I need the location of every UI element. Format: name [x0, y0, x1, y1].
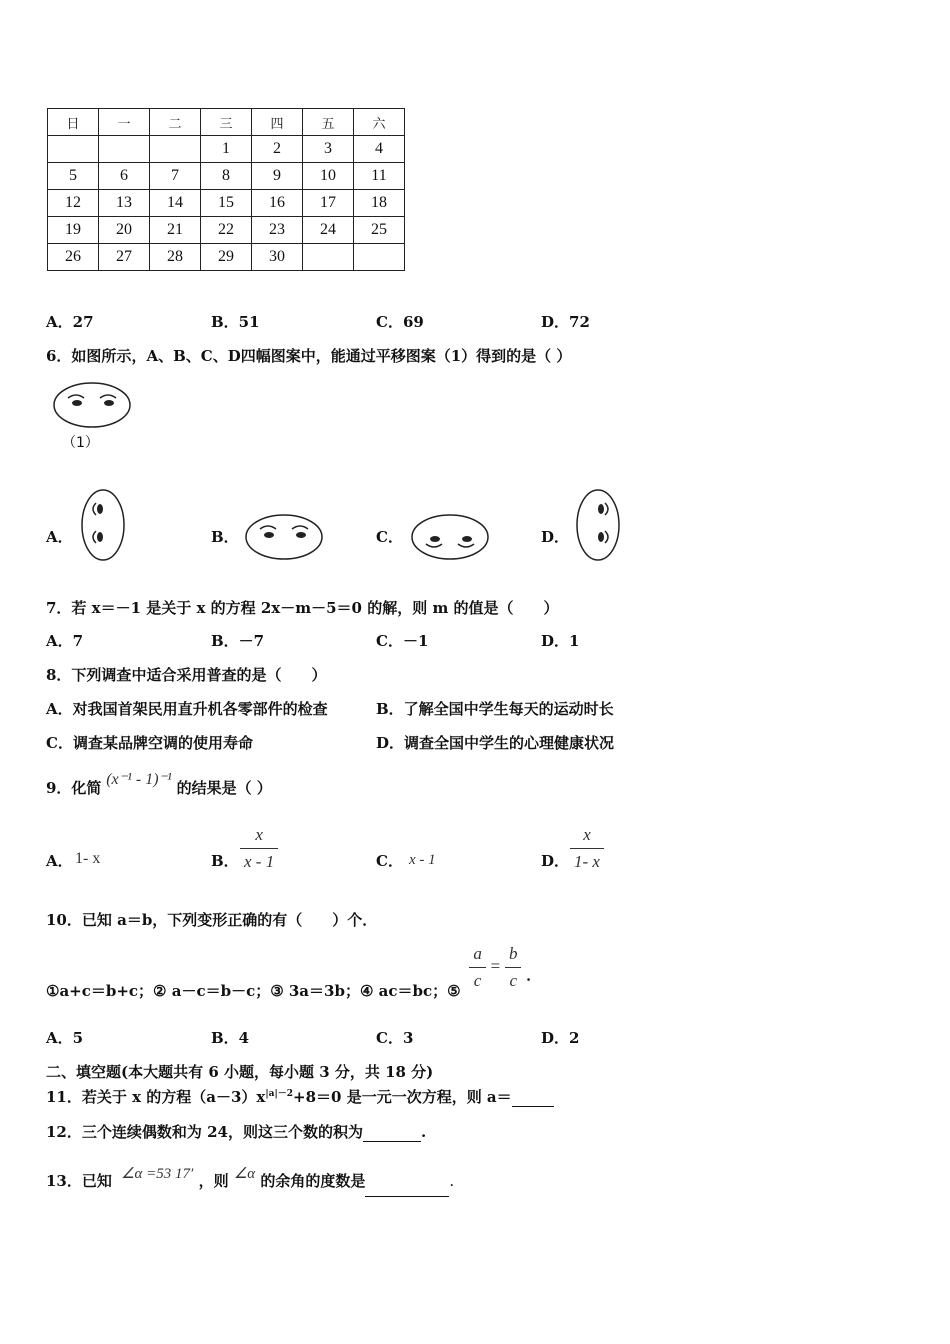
q10-equals: = — [490, 956, 501, 976]
q8-option-d: D．调查全国中学生的心理健康状况 — [376, 734, 615, 752]
q11-prefix: 11．若关于 x 的方程（a－3）x — [46, 1088, 266, 1106]
q13-suffix: 的余角的度数是 — [260, 1172, 366, 1190]
q12-end: . — [420, 1123, 427, 1141]
option-a-vertical-face-icon — [76, 487, 130, 563]
calendar-cell: 12 — [48, 190, 99, 217]
q8-option-b: B．了解全国中学生每天的运动时长 — [376, 700, 614, 718]
option-c-flipped-face-icon — [408, 512, 492, 562]
q11-question — [46, 1086, 554, 1107]
q9-option-d-den: 1- x — [574, 852, 600, 871]
calendar-cell: 19 — [48, 217, 99, 244]
calendar-cell: 16 — [252, 190, 303, 217]
calendar-row — [48, 163, 405, 190]
q9-option-c-label: C． — [376, 852, 403, 870]
q9-expression: (x⁻¹ - 1)⁻¹ — [106, 771, 172, 788]
q10-fraction-a — [469, 944, 486, 991]
q11-exponent: |a|－2 — [265, 1089, 294, 1099]
calendar-cell: 28 — [150, 244, 201, 271]
option-b-face-icon — [242, 512, 326, 562]
figure-1-face-icon — [50, 380, 134, 430]
calendar-header-cell: 日 — [48, 109, 99, 136]
q9-option-b-den: x - 1 — [244, 852, 275, 871]
calendar-cell: 1 — [201, 136, 252, 163]
q10-option-a: A．5 — [46, 1029, 84, 1047]
q10-option-d: D．2 — [541, 1029, 580, 1047]
q12-answer-blank[interactable] — [363, 1123, 421, 1142]
q13-angle-expression: ∠α =53 17′ — [121, 1166, 194, 1182]
calendar-cell: 9 — [252, 163, 303, 190]
q11-suffix: +8＝0 是一元一次方程，则 a＝ — [293, 1088, 512, 1106]
calendar-cell: 24 — [303, 217, 354, 244]
q6-stem: 6．如图所示，A、B、C、D四幅图案中，能通过平移图案（1）得到的是（ ） — [46, 347, 572, 365]
calendar-cell: 25 — [354, 217, 405, 244]
calendar-row — [48, 217, 405, 244]
q7-stem: 7．若 x＝－1 是关于 x 的方程 2x－m－5＝0 的解，则 m 的值是（ ） — [46, 599, 559, 617]
calendar-cell — [99, 136, 150, 163]
calendar-cell: 11 — [354, 163, 405, 190]
q10-option-b: B．4 — [211, 1029, 250, 1047]
q9-option-b-fraction — [240, 825, 278, 872]
calendar-row — [48, 190, 405, 217]
calendar-header-cell: 二 — [150, 109, 201, 136]
q5-option-a: A．27 — [46, 313, 94, 331]
calendar-cell: 14 — [150, 190, 201, 217]
calendar-cell: 7 — [150, 163, 201, 190]
calendar-header-cell: 三 — [201, 109, 252, 136]
calendar-cell: 10 — [303, 163, 354, 190]
calendar-cell — [150, 136, 201, 163]
calendar-cell: 22 — [201, 217, 252, 244]
section-2-heading: 二、填空题(本大题共有 6 小题，每小题 3 分，共 18 分) — [46, 1063, 434, 1081]
q12-question — [46, 1121, 426, 1142]
q10-fraction-b-den: c — [509, 971, 517, 990]
calendar-cell: 15 — [201, 190, 252, 217]
calendar-cell: 8 — [201, 163, 252, 190]
calendar-cell: 30 — [252, 244, 303, 271]
q10-stem: 10．已知 a＝b，下列变形正确的有（ ）个． — [46, 911, 378, 929]
q5-option-d: D．72 — [541, 313, 590, 331]
q11-answer-blank[interactable] — [512, 1088, 554, 1107]
calendar-cell: 17 — [303, 190, 354, 217]
calendar-cell: 20 — [99, 217, 150, 244]
q9-stem-suffix: 的结果是（ ） — [176, 779, 272, 797]
q7-option-d: D．1 — [541, 632, 580, 650]
q10-fraction-b-num: b — [505, 944, 522, 968]
option-d-vertical-face-icon — [571, 487, 625, 563]
calendar-cell — [48, 136, 99, 163]
q7-option-c: C．－1 — [376, 632, 429, 650]
q10-option-c: C．3 — [376, 1029, 414, 1047]
q10-end: ． — [526, 965, 542, 984]
calendar-cell: 2 — [252, 136, 303, 163]
q8-option-c: C．调查某品牌空调的使用寿命 — [46, 734, 253, 752]
q6-option-d: D． — [541, 528, 570, 546]
calendar-cell: 27 — [99, 244, 150, 271]
q9-option-b-label: B． — [211, 852, 239, 870]
calendar-header-row — [48, 109, 405, 136]
calendar-cell — [303, 244, 354, 271]
calendar-cell: 6 — [99, 163, 150, 190]
calendar-header-cell: 五 — [303, 109, 354, 136]
q9-option-d-num: x — [570, 825, 604, 849]
calendar-cell: 18 — [354, 190, 405, 217]
calendar-cell: 13 — [99, 190, 150, 217]
q10-fraction-a-num: a — [469, 944, 486, 968]
q5-option-c: C．69 — [376, 313, 424, 331]
q13-prefix: 13．已知 — [46, 1172, 112, 1190]
calendar-cell: 3 — [303, 136, 354, 163]
calendar-header-cell: 六 — [354, 109, 405, 136]
q9-option-c-value: x - 1 — [409, 852, 436, 868]
calendar-row — [48, 244, 405, 271]
calendar-row — [48, 136, 405, 163]
q7-option-a: A．7 — [46, 632, 84, 650]
q13-angle: ∠α — [233, 1166, 256, 1182]
q13-middle: ，则 — [198, 1172, 229, 1190]
calendar-cell: 26 — [48, 244, 99, 271]
calendar-table — [47, 108, 405, 271]
q13-end: . — [449, 1172, 455, 1190]
figure-1-label: （1） — [62, 435, 99, 451]
q9-option-a-label: A． — [46, 852, 73, 870]
q12-text: 12．三个连续偶数和为 24，则这三个数的积为 — [46, 1123, 363, 1141]
q10-items — [46, 944, 542, 1000]
q6-option-a: A． — [46, 528, 73, 546]
calendar-cell: 21 — [150, 217, 201, 244]
q9-stem-prefix: 9．化简 — [46, 779, 102, 797]
calendar-cell: 23 — [252, 217, 303, 244]
q7-option-b: B．－7 — [211, 632, 265, 650]
q10-fraction-b — [505, 944, 522, 991]
calendar-header-cell: 四 — [252, 109, 303, 136]
q9-option-d-label: D． — [541, 852, 570, 870]
q6-option-b: B． — [211, 528, 239, 546]
calendar-cell — [354, 244, 405, 271]
calendar-cell: 4 — [354, 136, 405, 163]
q8-option-a: A．对我国首架民用直升机各零部件的检查 — [46, 700, 328, 718]
q9-stem — [46, 770, 272, 806]
q8-stem: 8．下列调查中适合采用普查的是（ ） — [46, 666, 327, 684]
q13-question — [46, 1158, 454, 1188]
calendar-cell: 29 — [201, 244, 252, 271]
q9-option-b-num: x — [240, 825, 278, 849]
q9-option-d-fraction — [570, 825, 604, 872]
calendar-header-cell: 一 — [99, 109, 150, 136]
q9-option-a-value: 1- x — [75, 850, 101, 867]
q10-items-text: ①a+c＝b+c；② a－c＝b－c；③ 3a＝3b；④ ac＝bc；⑤ — [46, 981, 461, 1000]
q5-option-b: B．51 — [211, 313, 260, 331]
q6-option-c: C． — [376, 528, 403, 546]
q10-fraction-a-den: c — [473, 971, 482, 990]
q13-answer-blank[interactable] — [365, 1166, 449, 1197]
calendar-cell: 5 — [48, 163, 99, 190]
